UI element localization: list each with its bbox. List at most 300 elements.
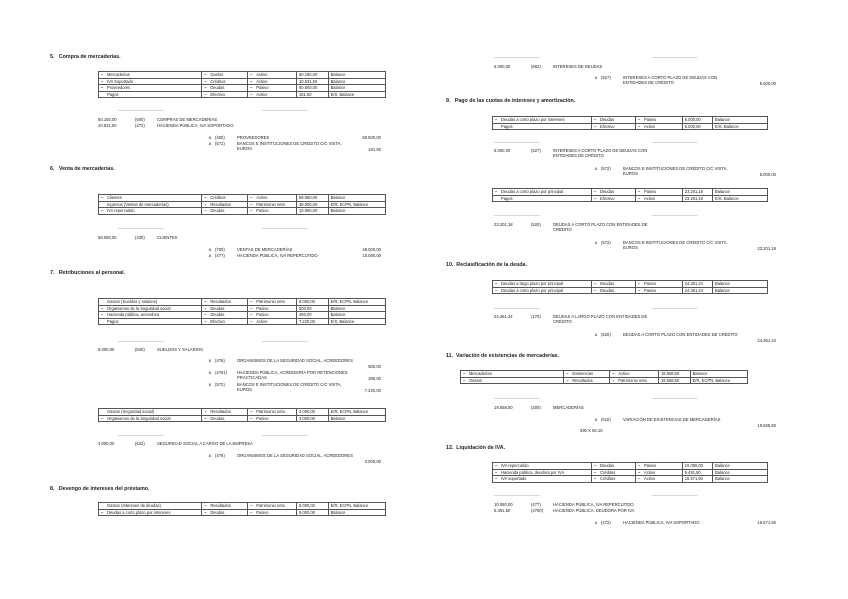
debit-line bbox=[98, 347, 203, 352]
sign-marker: − bbox=[101, 195, 104, 200]
journal-separator: ———————————— bbox=[118, 225, 164, 230]
sign-marker: − bbox=[101, 509, 104, 515]
credit-amount: 5.000,00 bbox=[759, 171, 776, 177]
section-8-title: 8. Devengo de intereses del préstamo. bbox=[50, 486, 150, 492]
sign-marker: − bbox=[204, 415, 207, 421]
table-row bbox=[461, 377, 748, 384]
table-row bbox=[493, 189, 768, 196]
table-cell bbox=[202, 409, 248, 416]
journal-separator: ———————————— bbox=[652, 212, 698, 217]
sign-marker: − bbox=[594, 287, 597, 293]
table-cell-text: Activo bbox=[256, 195, 268, 200]
table-cell-text: Créditos bbox=[210, 195, 226, 200]
table-cell: 5.491,50 bbox=[682, 469, 712, 476]
credit-amount: 3.000,00 bbox=[364, 458, 381, 464]
table-cell bbox=[493, 117, 592, 124]
table-cell: E/R, ECPN, Balance bbox=[328, 503, 385, 510]
table-cell bbox=[610, 377, 659, 384]
table-cell: 280,00 bbox=[297, 312, 329, 319]
table-cell-text: Deudas a corto plazo por principal bbox=[501, 189, 564, 194]
debit-amount: 58.080,00 bbox=[98, 235, 117, 240]
account-name: VENTAS DE MERCADERÍAS bbox=[237, 247, 293, 252]
table-cell-text: Deudas bbox=[600, 189, 615, 194]
table-cell-text: Hacienda pública, acreedora bbox=[107, 312, 160, 318]
debit-amount: 23.201,18 bbox=[494, 222, 513, 227]
sign-marker: − bbox=[495, 281, 498, 286]
sign-marker: − bbox=[612, 371, 615, 376]
to-marker: a bbox=[594, 75, 597, 80]
table-cell-text: Gastos bbox=[210, 72, 224, 77]
table-cell-text: Deudas bbox=[210, 509, 225, 515]
table-cell-text: Resultados bbox=[210, 201, 231, 207]
table-row bbox=[99, 78, 386, 85]
table-cell-text: Patrimonio neto bbox=[618, 377, 647, 383]
table-cell-text: Activo bbox=[644, 469, 656, 475]
sign-marker: − bbox=[638, 463, 641, 468]
table-cell bbox=[592, 195, 636, 202]
journal-separator: ———————————— bbox=[494, 212, 540, 217]
sign-marker: − bbox=[204, 509, 207, 515]
account-code: (300) bbox=[531, 405, 541, 410]
table-cell-text: Efectivo bbox=[600, 195, 615, 201]
table-cell bbox=[248, 312, 297, 319]
table-row bbox=[99, 305, 386, 312]
table-cell-text: Deudas bbox=[600, 463, 615, 468]
sign-marker: − bbox=[204, 312, 207, 318]
table-cell bbox=[636, 123, 683, 130]
sign-marker: − bbox=[250, 299, 253, 304]
account-table bbox=[492, 462, 768, 483]
table-cell-text: Pasivo bbox=[256, 85, 269, 91]
table-cell bbox=[592, 281, 636, 288]
credit-line bbox=[196, 453, 355, 458]
account-name: HACIENDA PÚBLICA, ACREEDORA POR RETENCIONES PRACTICADAS bbox=[237, 370, 348, 380]
table-cell: E/S, Balance bbox=[328, 318, 385, 325]
table-cell: Balance bbox=[328, 305, 385, 312]
journal-separator: ———————————— bbox=[652, 54, 698, 59]
journal-separator: ———————————— bbox=[118, 107, 164, 112]
credit-line bbox=[582, 240, 741, 250]
table-cell bbox=[493, 189, 592, 196]
table-cell bbox=[99, 72, 202, 79]
journal-separator: ———————————— bbox=[118, 338, 164, 343]
credit-amount: 60.500,00 bbox=[362, 135, 381, 140]
credit-amount: 5.000,00 bbox=[759, 80, 776, 86]
table-cell: 23.201,18 bbox=[682, 189, 712, 196]
table-row bbox=[493, 195, 768, 202]
debit-line bbox=[494, 64, 602, 69]
table-cell: 181,50 bbox=[297, 91, 329, 98]
table-cell-text: Deudas a corto plazo por intereses bbox=[501, 117, 565, 122]
account-name: HACIENDA PÚBLICA, IVA REPERCUTIDO bbox=[237, 253, 318, 258]
credit-line bbox=[582, 332, 741, 337]
table-cell bbox=[248, 318, 297, 325]
table-cell-text: Pagos bbox=[107, 318, 119, 324]
table-cell bbox=[202, 312, 248, 319]
table-cell-text: Créditos bbox=[600, 476, 616, 482]
account-name: DEUDAS A CORTO PLAZO CON ENTIDADES DE CRÉDITO bbox=[623, 332, 738, 337]
table-cell: 48.000,00 bbox=[297, 201, 329, 208]
sign-marker: − bbox=[250, 312, 253, 318]
table-cell bbox=[202, 72, 248, 79]
table-cell bbox=[493, 123, 592, 130]
account-table bbox=[98, 194, 386, 215]
sign-marker: − bbox=[594, 469, 597, 475]
sign-marker: − bbox=[101, 305, 104, 311]
table-cell bbox=[202, 299, 248, 306]
table-cell: Balance bbox=[713, 287, 768, 294]
table-row bbox=[493, 287, 768, 294]
account-code: (472) bbox=[601, 520, 611, 525]
sign-marker: − bbox=[594, 281, 597, 286]
debit-amount: 8.000,00 bbox=[98, 347, 115, 352]
sign-marker: − bbox=[250, 305, 253, 311]
sign-marker: − bbox=[250, 91, 253, 97]
table-cell: E/R, ECPN, Balance bbox=[328, 299, 385, 306]
sign-marker: − bbox=[250, 72, 253, 77]
table-cell bbox=[461, 377, 564, 384]
table-cell bbox=[248, 208, 297, 215]
sign-marker: − bbox=[495, 287, 498, 293]
table-cell bbox=[636, 117, 683, 124]
table-cell-text: IVA soportado bbox=[501, 476, 527, 482]
table-cell bbox=[202, 503, 248, 510]
debit-amount: 24.361,24 bbox=[494, 314, 513, 319]
credit-amount: 23.201,18 bbox=[757, 245, 776, 251]
table-cell bbox=[248, 195, 297, 202]
account-name: INTERESES A CORTO PLAZO DE DEUDAS CON ENTIDADES DE CRÉDITO bbox=[623, 75, 718, 85]
table-cell-text: Resultados bbox=[210, 503, 231, 508]
sign-marker: − bbox=[250, 195, 253, 200]
to-marker: a bbox=[208, 135, 211, 140]
table-cell: E/S, Balance bbox=[713, 123, 768, 130]
table-cell-text: Pasivo bbox=[256, 415, 269, 421]
section-5-title: 5. Compra de mercaderías. bbox=[50, 54, 121, 60]
account-code: (400) bbox=[215, 135, 225, 140]
sign-marker: − bbox=[101, 72, 104, 77]
account-table bbox=[492, 188, 768, 202]
journal-separator: ———————————— bbox=[494, 305, 540, 310]
table-cell: 10.531,50 bbox=[297, 78, 329, 85]
table-cell bbox=[99, 299, 202, 306]
table-cell bbox=[248, 503, 297, 510]
account-code: (520) bbox=[531, 222, 541, 227]
table-cell bbox=[493, 195, 592, 202]
table-cell: Balance bbox=[713, 463, 768, 470]
sign-marker: − bbox=[638, 287, 641, 293]
sign-marker: − bbox=[495, 117, 498, 122]
table-cell bbox=[99, 208, 202, 215]
table-cell bbox=[592, 117, 636, 124]
table-cell bbox=[202, 305, 248, 312]
table-row bbox=[99, 299, 386, 306]
credit-amount: 24.361,24 bbox=[757, 337, 776, 343]
account-code: (4751) bbox=[215, 370, 228, 375]
table-cell bbox=[592, 463, 636, 470]
to-marker: a bbox=[208, 141, 211, 146]
account-name: SEGURIDAD SOCIAL A CARGO DE LA EMPRESA bbox=[157, 441, 253, 446]
table-cell-text: Patrimonio neto bbox=[256, 503, 285, 508]
table-cell bbox=[99, 409, 202, 416]
account-name: BANCOS E INSTITUCIONES DE CRÉDITO C/C VISTA, EUROS bbox=[237, 382, 342, 392]
table-cell: 10.080,00 bbox=[297, 208, 329, 215]
sign-marker: − bbox=[463, 371, 466, 376]
account-table bbox=[98, 502, 386, 516]
calculation-note: 390 X 50,15 bbox=[580, 428, 603, 433]
table-cell-text: Efectivo bbox=[210, 91, 225, 97]
table-cell bbox=[636, 463, 683, 470]
sign-marker: − bbox=[495, 476, 498, 482]
debit-line bbox=[494, 222, 663, 232]
account-code: (477) bbox=[531, 502, 541, 507]
journal-separator: ———————————— bbox=[652, 395, 698, 400]
table-cell-text: Pasivo bbox=[256, 208, 269, 214]
table-cell-text: Organismos de la Seguridad social bbox=[107, 305, 171, 311]
table-cell-text: Gastos (Sueldos y salarios) bbox=[107, 299, 158, 304]
table-cell bbox=[248, 409, 297, 416]
table-cell: 24.361,24 bbox=[682, 281, 712, 288]
account-name: HACIENDA PÚBLICA, IVA SOPORTADO bbox=[623, 520, 700, 525]
account-name: DEUDAS A CORTO PLAZO CON ENTIDADES DE CRÉDITO bbox=[553, 222, 648, 232]
table-cell bbox=[202, 91, 248, 98]
sign-marker: − bbox=[638, 195, 641, 201]
table-row bbox=[493, 463, 768, 470]
table-cell: Balance bbox=[713, 189, 768, 196]
sign-marker: − bbox=[250, 503, 253, 508]
debit-line bbox=[98, 117, 217, 122]
debit-amount: 3.000,00 bbox=[98, 441, 115, 446]
table-cell: Balance bbox=[328, 415, 385, 422]
table-cell: Balance bbox=[328, 85, 385, 92]
sign-marker: − bbox=[638, 469, 641, 475]
account-code: (4700) bbox=[531, 507, 544, 513]
account-code: (572) bbox=[215, 141, 225, 146]
table-cell bbox=[592, 287, 636, 294]
account-code: (430) bbox=[135, 235, 145, 240]
sign-marker: − bbox=[463, 377, 466, 383]
table-cell-text: Pasivo bbox=[256, 312, 269, 318]
sign-marker: − bbox=[101, 85, 104, 91]
table-cell bbox=[202, 85, 248, 92]
table-row bbox=[99, 415, 386, 422]
sign-marker: − bbox=[250, 208, 253, 214]
table-cell: Balance bbox=[328, 509, 385, 516]
debit-amount: 5.491,50 bbox=[494, 507, 511, 513]
sign-marker: − bbox=[594, 476, 597, 482]
table-cell-text: Pagos bbox=[107, 91, 119, 97]
account-table bbox=[460, 370, 748, 384]
table-cell-text: Deudas bbox=[210, 85, 225, 91]
account-name: ORGANISMOS DE LA SEGURIDAD SOCIAL, ACREEDORES bbox=[237, 358, 353, 363]
debit-amount: 5.000,00 bbox=[494, 64, 511, 69]
table-cell bbox=[592, 469, 636, 476]
sign-marker: − bbox=[101, 78, 104, 84]
table-cell-text: Activo bbox=[256, 72, 268, 77]
table-cell-text: Deudas bbox=[210, 208, 225, 214]
table-cell-text: Pasivo bbox=[644, 463, 657, 468]
table-cell bbox=[248, 78, 297, 85]
table-cell: 5.000,00 bbox=[297, 503, 329, 510]
credit-line bbox=[196, 358, 355, 363]
table-cell-text: Efectivo bbox=[210, 318, 225, 324]
credit-amount: 48.000,00 bbox=[362, 247, 381, 252]
section-10-title: 10. Reclasificación de la deuda. bbox=[446, 262, 527, 268]
to-marker: a bbox=[594, 520, 597, 525]
account-code: (572) bbox=[601, 166, 611, 171]
to-marker: a bbox=[208, 253, 211, 258]
table-row bbox=[493, 117, 768, 124]
account-code: (527) bbox=[601, 75, 611, 80]
journal-separator: ———————————— bbox=[494, 492, 540, 497]
sign-marker: − bbox=[101, 415, 104, 421]
to-marker: a bbox=[208, 358, 211, 363]
table-cell bbox=[99, 195, 202, 202]
journal-separator: ———————————— bbox=[494, 139, 540, 144]
sign-marker: − bbox=[250, 509, 253, 515]
journal-separator: ———————————— bbox=[262, 225, 308, 230]
sign-marker: − bbox=[638, 117, 641, 122]
sign-marker: − bbox=[204, 305, 207, 311]
table-cell bbox=[99, 312, 202, 319]
table-cell: 10.080,00 bbox=[682, 463, 712, 470]
sign-marker: − bbox=[250, 78, 253, 84]
table-cell-text: Deudas bbox=[600, 117, 615, 122]
table-cell-text: Patrimonio neto bbox=[256, 409, 285, 414]
account-code: (476) bbox=[215, 358, 225, 363]
table-cell: Balance bbox=[328, 195, 385, 202]
sign-marker: − bbox=[495, 463, 498, 468]
table-cell bbox=[99, 78, 202, 85]
account-code: (572) bbox=[215, 382, 225, 387]
table-cell bbox=[461, 371, 564, 378]
table-cell: Balance bbox=[713, 117, 768, 124]
table-cell-text: IVA repercutido bbox=[107, 208, 135, 214]
account-table bbox=[492, 280, 768, 294]
sign-marker: − bbox=[101, 312, 104, 318]
table-cell-text: IVA Soportado bbox=[107, 78, 134, 84]
account-name: VARIACIÓN DE EXISTENCIAS DE MERCADERÍAS bbox=[623, 417, 721, 422]
journal-separator: ———————————— bbox=[652, 492, 698, 497]
to-marker: a bbox=[208, 453, 211, 458]
table-cell: 5.000,00 bbox=[297, 509, 329, 516]
table-cell bbox=[493, 469, 592, 476]
account-name: MERCADERÍAS bbox=[553, 405, 584, 410]
account-code: (527) bbox=[531, 148, 541, 153]
table-cell-text: Pagos bbox=[501, 195, 513, 201]
table-cell-text: Activo bbox=[644, 476, 656, 482]
credit-line bbox=[582, 75, 741, 85]
sign-marker: − bbox=[250, 409, 253, 414]
debit-amount: 5.000,00 bbox=[494, 148, 511, 153]
account-code: (170) bbox=[531, 314, 541, 319]
table-cell bbox=[636, 476, 683, 483]
table-cell: 8.000,00 bbox=[297, 299, 329, 306]
table-cell bbox=[564, 371, 610, 378]
account-name: CLIENTES bbox=[157, 235, 178, 240]
account-code: (472) bbox=[135, 122, 145, 128]
table-cell: 58.080,00 bbox=[297, 195, 329, 202]
table-cell-text: Existencias bbox=[572, 371, 594, 376]
account-name: BANCOS E INSTITUCIONES DE CRÉDITO C/C VISTA, EUROS bbox=[237, 141, 342, 151]
table-cell-text: Efectivo bbox=[600, 123, 615, 129]
credit-amount: 19.558,50 bbox=[757, 422, 776, 428]
debit-amount: 10.080,00 bbox=[494, 502, 513, 507]
account-name: ORGANISMOS DE LA SEGURIDAD SOCIAL, ACREEDORES bbox=[237, 453, 353, 458]
table-cell bbox=[248, 201, 297, 208]
account-code: (477) bbox=[215, 253, 225, 258]
table-cell: Balance bbox=[328, 78, 385, 85]
to-marker: a bbox=[594, 240, 597, 245]
table-cell: 500,00 bbox=[297, 305, 329, 312]
sign-marker: − bbox=[204, 299, 207, 304]
table-cell-text: Deudas a corto plazo por intereses bbox=[107, 509, 171, 515]
journal-separator: ———————————— bbox=[262, 432, 308, 437]
table-row bbox=[99, 318, 386, 325]
to-marker: a bbox=[594, 332, 597, 337]
sign-marker: − bbox=[204, 72, 207, 77]
journal-separator: ———————————— bbox=[494, 395, 540, 400]
table-cell-text: Activo bbox=[644, 123, 656, 129]
debit-line bbox=[494, 314, 663, 324]
table-cell: 19.558,50 bbox=[659, 371, 691, 378]
debit-line bbox=[494, 502, 634, 507]
table-cell: 3.000,00 bbox=[297, 415, 329, 422]
table-cell bbox=[202, 509, 248, 516]
table-cell bbox=[592, 189, 636, 196]
sign-marker: − bbox=[204, 91, 207, 97]
sign-marker: − bbox=[250, 318, 253, 324]
table-row bbox=[493, 469, 768, 476]
table-cell-text: Gastos (Intereses de deudas) bbox=[107, 503, 161, 508]
table-cell: 19.558,50 bbox=[659, 377, 691, 384]
table-cell-text: Activo bbox=[644, 195, 656, 201]
sign-marker: − bbox=[638, 476, 641, 482]
sign-marker: − bbox=[566, 371, 569, 376]
table-row bbox=[99, 72, 386, 79]
table-cell bbox=[202, 318, 248, 325]
section-9-title: 9. Pago de las cuotas de intereses y amortización. bbox=[446, 98, 576, 104]
debit-line bbox=[98, 235, 177, 240]
table-cell bbox=[493, 287, 592, 294]
table-row bbox=[99, 509, 386, 516]
sign-marker: − bbox=[638, 281, 641, 286]
table-cell bbox=[248, 91, 297, 98]
table-cell-text: Ingresos (Ventas de mercaderías) bbox=[107, 201, 169, 207]
table-cell: E/R, ECPN, Balance bbox=[328, 409, 385, 416]
table-cell: 24.361,24 bbox=[682, 287, 712, 294]
table-cell: Balance bbox=[328, 72, 385, 79]
to-marker: a bbox=[208, 370, 211, 375]
table-cell bbox=[592, 476, 636, 483]
table-cell bbox=[493, 476, 592, 483]
sign-marker: − bbox=[594, 463, 597, 468]
account-name: PROVEEDORES bbox=[237, 135, 270, 140]
account-code: (610) bbox=[601, 417, 611, 422]
account-table bbox=[98, 298, 386, 325]
table-cell-text: Pasivo bbox=[644, 281, 657, 286]
credit-amount: 15.571,50 bbox=[757, 520, 776, 525]
account-table bbox=[98, 408, 386, 422]
sign-marker: − bbox=[250, 85, 253, 91]
table-cell-text: Gastos (Seguridad social) bbox=[107, 409, 155, 414]
sign-marker: − bbox=[594, 189, 597, 194]
table-row bbox=[99, 208, 386, 215]
table-cell: 7.220,00 bbox=[297, 318, 329, 325]
credit-amount: 280,00 bbox=[368, 375, 381, 381]
table-row bbox=[461, 371, 748, 378]
account-code: (520) bbox=[601, 332, 611, 337]
table-cell-text: Gastos bbox=[469, 377, 482, 383]
